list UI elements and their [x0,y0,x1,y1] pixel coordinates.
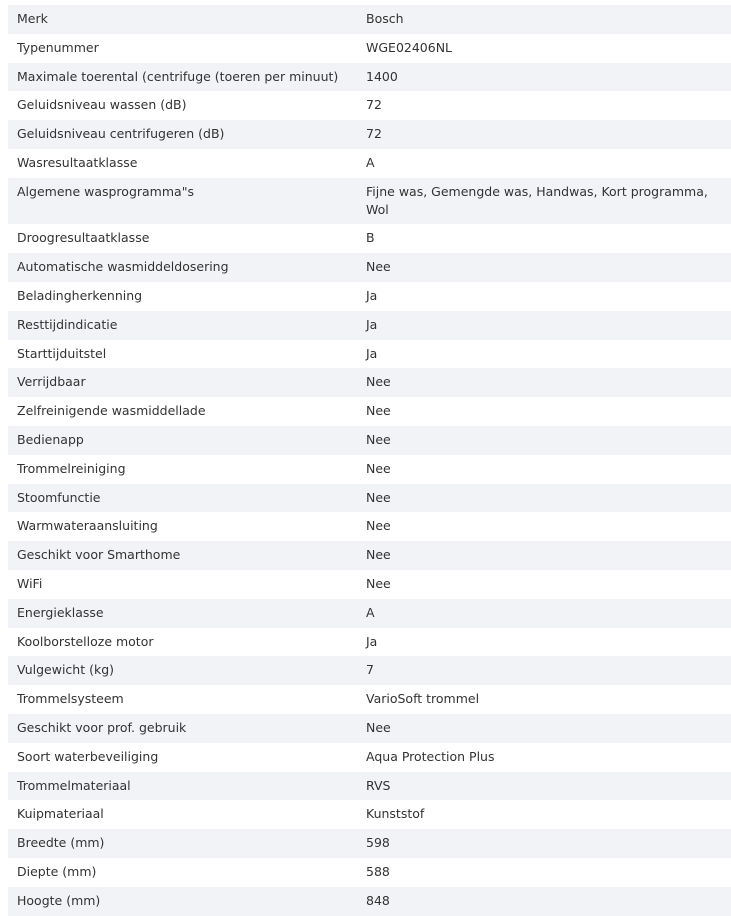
spec-row-wasmiddellade [8,397,731,426]
spec-row-energieklasse [8,599,731,628]
spec-label: Kuipmateriaal [17,806,104,822]
spec-label: Verrijdbaar [17,374,86,390]
spec-value: Aqua Protection Plus [366,748,495,764]
spec-row-warmwateraansluiting [8,512,731,541]
spec-label: Geschikt voor Smarthome [17,547,181,563]
spec-value: Ja [366,287,378,303]
spec-value: VarioSoft trommel [366,691,480,707]
spec-row-toerental [8,63,731,92]
spec-row-kuipmateriaal [8,800,731,829]
spec-value: 588 [366,863,390,879]
spec-label: Trommelreiniging [17,460,126,476]
spec-value: Nee [366,374,391,390]
spec-row-wasresultaatklasse [8,149,731,178]
spec-label: Algemene wasprogramma"s [17,183,194,199]
spec-value: Kunststof [366,806,425,822]
spec-label: Trommelmateriaal [17,777,131,793]
spec-row-smarthome [8,541,731,570]
spec-value: Nee [366,489,391,505]
spec-label: Diepte (mm) [17,863,97,879]
spec-value: 1400 [366,68,398,84]
spec-label: Trommelsysteem [17,691,124,707]
spec-row-trommelreiniging [8,455,731,484]
specifications-table [8,5,731,916]
spec-row-stoomfunctie [8,484,731,513]
spec-label: Bedienapp [17,431,84,447]
spec-value: Ja [366,316,378,332]
spec-row-vulgewicht [8,656,731,685]
spec-value: Bosch [366,11,404,26]
spec-value: RVS [366,777,391,793]
spec-value: Fijne was, Gemengde was, Handwas, Kort programma, Wol [366,183,708,217]
spec-value: Nee [366,547,391,563]
spec-value: Nee [366,460,391,476]
spec-label: Resttijdindicatie [17,316,118,332]
spec-row-geluid-wassen [8,91,731,120]
spec-value: Nee [366,518,391,534]
spec-label: Geluidsniveau wassen (dB) [17,97,187,113]
spec-row-verrijdbaar [8,368,731,397]
spec-value: Nee [366,431,391,447]
spec-value: 848 [366,892,390,908]
spec-label: Wasresultaatklasse [17,154,138,170]
spec-value: Nee [366,575,391,591]
spec-row-trommelmateriaal [8,772,731,801]
spec-label: Breedte (mm) [17,835,105,851]
specifications-body [8,5,731,916]
spec-row-breedte [8,829,731,858]
spec-value: 72 [366,126,382,142]
spec-label: WiFi [17,575,43,591]
spec-value: 598 [366,835,390,851]
spec-value: Nee [366,259,391,275]
spec-row-merk [8,5,731,34]
spec-label: Vulgewicht (kg) [17,662,115,678]
spec-value: WGE02406NL [366,39,453,55]
spec-label: Merk [17,11,48,26]
spec-label: Typenummer [17,39,99,55]
spec-row-geluid-centrifugeren [8,120,731,149]
spec-value: A [366,154,375,170]
spec-row-trommelsysteem [8,685,731,714]
spec-row-resttijdindicatie [8,311,731,340]
spec-row-wasmiddeldosering [8,253,731,282]
spec-label: Droogresultaatklasse [17,230,150,246]
spec-value: 7 [366,662,374,678]
spec-row-waterbeveiliging [8,743,731,772]
spec-label: Geschikt voor prof. gebruik [17,719,187,735]
spec-row-prof-gebruik [8,714,731,743]
spec-label: Geluidsniveau centrifugeren (dB) [17,126,225,142]
spec-label: Zelfreinigende wasmiddellade [17,403,206,419]
spec-row-droogresultaatklasse [8,224,731,253]
spec-value: Ja [366,633,378,649]
spec-label: Warmwateraansluiting [17,518,158,534]
spec-row-wasprogrammas [8,178,731,225]
spec-label: Koolborstelloze motor [17,633,154,649]
spec-label: Beladingherkenning [17,287,143,303]
spec-value: 72 [366,97,382,113]
spec-row-wifi [8,570,731,599]
spec-row-typenummer [8,34,731,63]
spec-value: B [366,230,375,246]
spec-row-diepte [8,858,731,887]
spec-value: Nee [366,403,391,419]
spec-value: Nee [366,719,391,735]
spec-label: Energieklasse [17,604,104,620]
spec-row-starttijduitstel [8,340,731,369]
spec-value: Ja [366,345,378,361]
spec-value: A [366,604,375,620]
spec-row-beladingherkenning [8,282,731,311]
spec-row-bedienapp [8,426,731,455]
spec-label: Automatische wasmiddeldosering [17,259,229,275]
spec-row-hoogte [8,887,731,916]
spec-label: Soort waterbeveiliging [17,748,159,764]
spec-row-koolborstelloze-motor [8,628,731,657]
spec-label: Starttijduitstel [17,345,107,361]
spec-label: Stoomfunctie [17,489,101,505]
spec-label: Maximale toerental (centrifuge (toeren per minuut) [17,68,339,84]
spec-label: Hoogte (mm) [17,892,101,908]
